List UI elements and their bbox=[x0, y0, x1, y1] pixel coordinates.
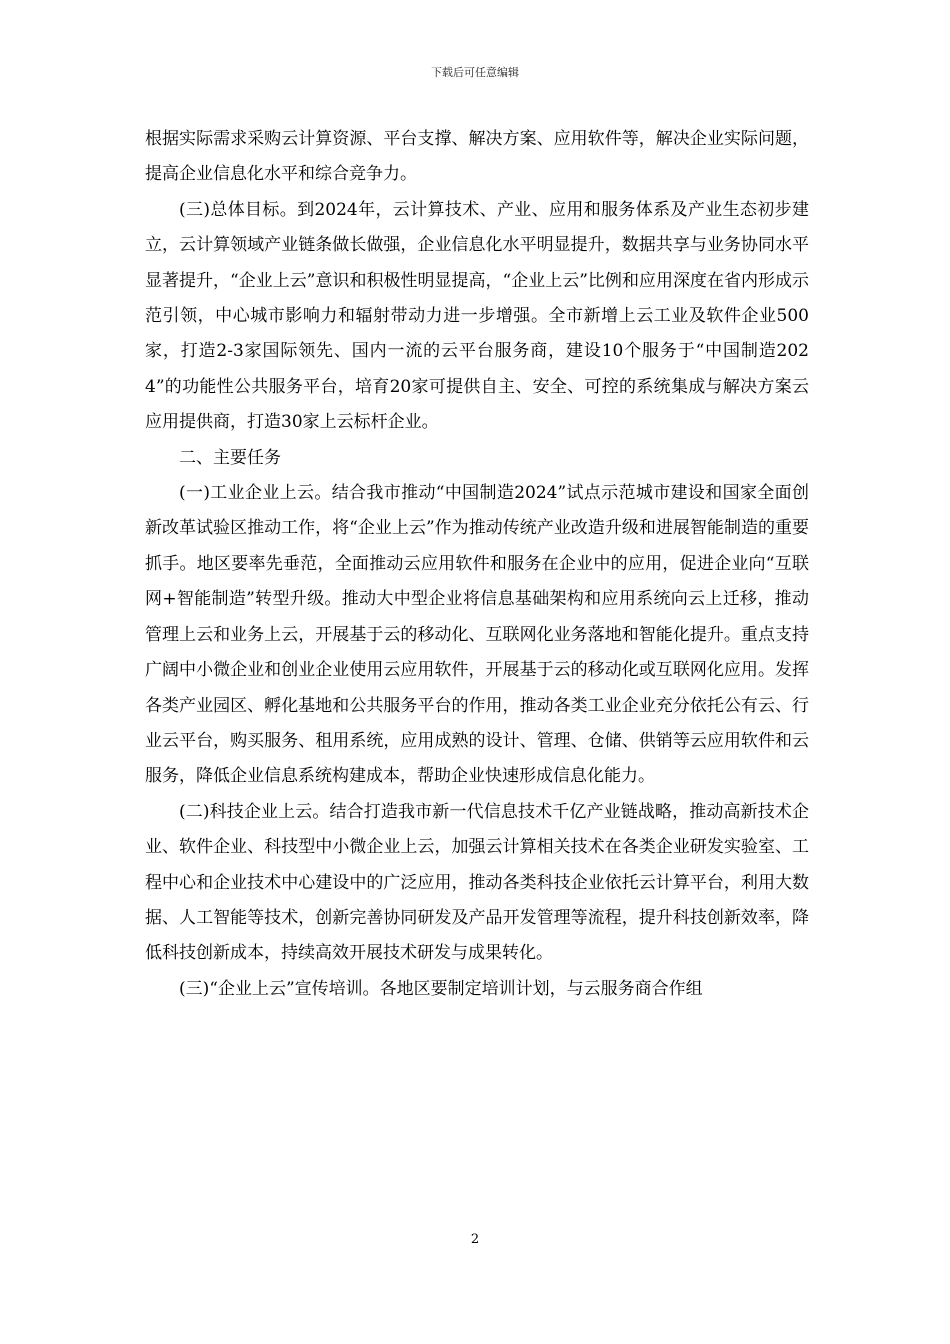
paragraph-continuation: 根据实际需求采购云计算资源、平台支撑、解决方案、应用软件等，解决企业实际问题，提高企业信息化水平和综合竞争力。 bbox=[145, 129, 809, 185]
paragraph-training: (三)“企业上云”宣传培训。各地区要制定培训计划，与云服务商合作组 bbox=[179, 978, 703, 999]
paragraph-industrial-enterprises: (一)工业企业上云。结合我市推动“中国制造2024”试点示范城市建设和国家全面创新改革试验区推动工作，将“企业上云”作为推动传统产业改造升级和进展智能制造的重要抓手。地区要率先垂范，全面推动云应用软件和服务在企业中的应用，促进企业向“互联网+智能制造”转型升级。推动大中型企业将信息基础架构和应用系统向云上迁移，推动管理上云和业务上云，开展基于云的移动化、互联网化业务落地和智能化提升。重点支持广阔中小微企业和创业企业使用云应用软件，开展基于云的移动化或互联网化应用。发挥各类产业园区、孵化基地和公共服务平台的作用，推动各类工业企业充分依托公有云、行业云平台，购买服务、租用系统，应用成熟的设计、管理、仓储、供销等云应用软件和云服务，降低企业信息系统构建成本，帮助企业快速形成信息化能力。 bbox=[145, 483, 809, 787]
document-body bbox=[145, 122, 809, 1007]
page-header: 下载后可任意编辑 bbox=[431, 66, 519, 79]
section-heading-main-tasks: 二、主要任务 bbox=[179, 447, 281, 468]
paragraph-overall-goal: (三)总体目标。到2024年，云计算技术、产业、应用和服务体系及产业生态初步建立，云计算领域产业链条做长做强，企业信息化水平明显提升，数据共享与业务协同水平显著提升，“企业上云”意识和积极性明显提高，“企业上云”比例和应用深度在省内形成示范引领，中心城市影响力和辐射带动力进一步增强。全市新增上云工业及软件企业500家，打造2-3家国际领先、国内一流的云平台服务商，建设10个服务于“中国制造2024”的功能性公共服务平台，培育20家可提供自主、安全、可控的系统集成与解决方案云应用提供商，打造30家上云标杆企业。 bbox=[145, 199, 809, 433]
page-number: 2 bbox=[470, 1232, 480, 1247]
paragraph-tech-enterprises: (二)科技企业上云。结合打造我市新一代信息技术千亿产业链战略，推动高新技术企业、软件企业、科技型中小微企业上云，加强云计算相关技术在各类企业研发实验室、工程中心和企业技术中心建设中的广泛应用，推动各类科技企业依托云计算平台，利用大数据、人工智能等技术，创新完善协同研发及产品开发管理等流程，提升科技创新效率，降低科技创新成本，持续高效开展技术研发与成果转化。 bbox=[145, 801, 809, 964]
